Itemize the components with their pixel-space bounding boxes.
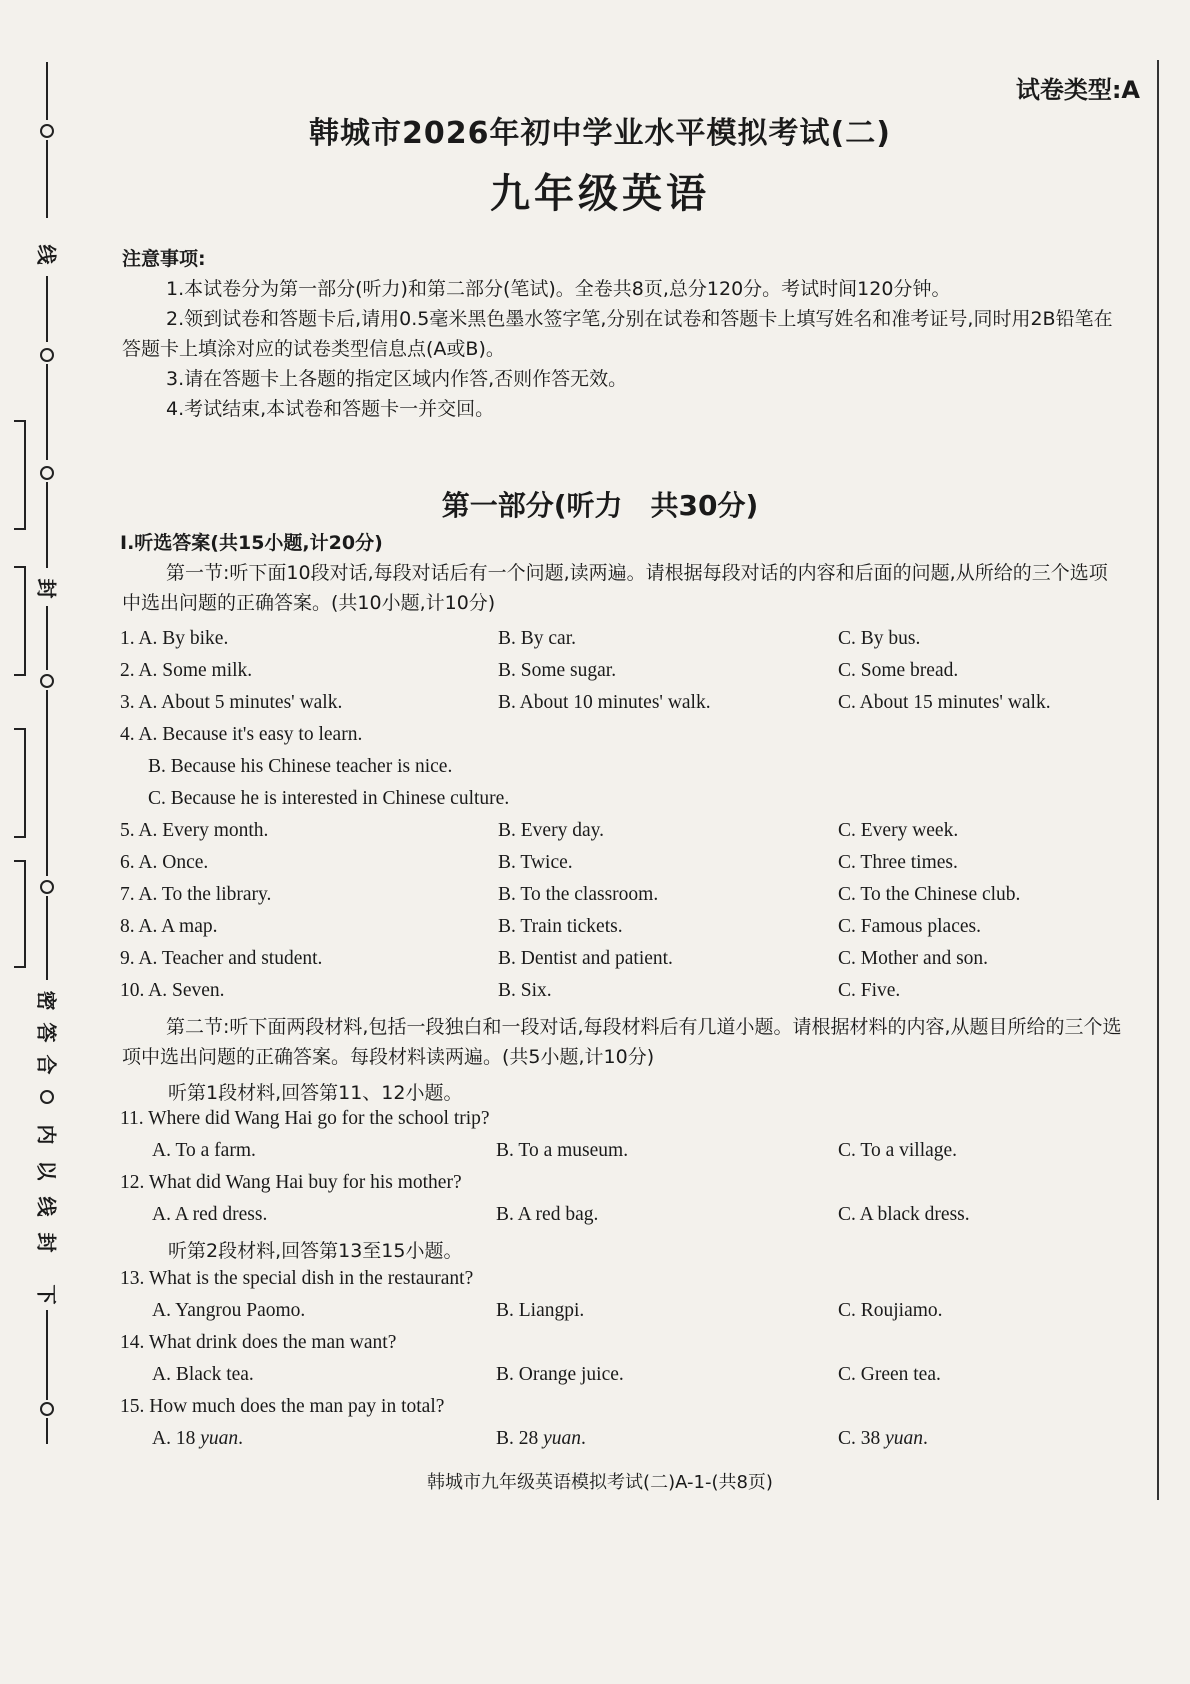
binding-bracket [14,420,26,530]
question-text: 11. Where did Wang Hai go for the school trip? [120,1108,490,1129]
binding-bracket [14,728,26,838]
option-c [838,1428,928,1450]
note-item: 4.考试结束,本试卷和答题卡一并交回。 [166,398,495,420]
binding-char: 线 [34,1196,59,1217]
binding-char: 密 [34,990,59,1011]
question-row [120,756,1150,786]
binding-hole [40,880,54,894]
option-c: C. Every week. [838,820,959,841]
question-row [120,820,1150,850]
question-row [120,1428,1150,1458]
binding-line [46,364,48,460]
question-stem [120,1172,1150,1202]
question-row [120,916,1150,946]
binding-bracket [14,860,26,968]
listening-material-header: 听第2段材料,回答第13至15小题。 [168,1240,463,1262]
option-a: A. Black tea. [152,1364,254,1385]
question-row [120,724,1150,754]
section-heading: Ⅰ.听选答案(共15小题,计20分) [120,532,383,554]
paper-type-label: 试卷类型:A [1015,76,1140,104]
option-a-amount: A. 18 [152,1428,201,1449]
binding-line [46,896,48,980]
exam-title: 韩城市2026年初中学业水平模拟考试(二) [309,116,891,151]
option-a: 7. A. To the library. [120,884,272,905]
option-a: A. A red dress. [152,1204,268,1225]
option-b [496,1428,586,1450]
question-row [120,788,1150,818]
period: . [581,1428,586,1449]
option-a: 2. A. Some milk. [120,660,253,681]
binding-line [46,140,48,218]
option-b: B. Every day. [498,820,604,841]
binding-hole [40,124,54,138]
note-item: 2.领到试卷和答题卡后,请用0.5毫米黑色墨水签字笔,分别在试卷和答题卡上填写姓名和准考证号,同时用2B铅笔在答题卡上填涂对应的试卷类型信息点(A或B)。 [122,308,1113,360]
binding-char: 封 [34,578,59,599]
period: . [238,1428,243,1449]
option-b: B. Train tickets. [498,916,623,937]
option-a: 8. A. A map. [120,916,218,937]
question-row [120,1364,1150,1394]
binding-line [46,1418,48,1444]
option-a [152,1428,243,1450]
question-row [120,852,1150,882]
binding-bracket [14,566,26,676]
option-b: B. Six. [498,980,552,1001]
option-b: B. Twice. [498,852,573,873]
note-item: 3.请在答题卡上各题的指定区域内作答,否则作答无效。 [166,368,628,390]
binding-hole [40,466,54,480]
option-b: B. Because his Chinese teacher is nice. [148,756,453,777]
binding-line [46,482,48,568]
option-c: C. About 15 minutes' walk. [838,692,1051,713]
binding-line [46,690,48,876]
section-instruction: 第一节:听下面10段对话,每段对话后有一个问题,读两遍。请根据每段对话的内容和后面的问题,从所给的三个选项中选出问题的正确答案。(共10小题,计10分) [122,562,1108,614]
option-c-amount: C. 38 [838,1428,886,1449]
binding-char: 答 [34,1022,59,1043]
binding-line [46,1310,48,1400]
option-b: B. A red bag. [496,1204,599,1225]
question-row [120,1140,1150,1170]
section-instruction: 第二节:听下面两段材料,包括一段独白和一段对话,每段材料后有几道小题。请根据材料的内容,从题目所给的三个选项中选出问题的正确答案。每段材料读两遍。(共5小题,计10分) [122,1016,1122,1068]
question-text: 12. What did Wang Hai buy for his mother? [120,1172,462,1193]
binding-line [46,606,48,670]
binding-hole [40,1402,54,1416]
option-b: B. Orange juice. [496,1364,624,1385]
option-b: B. To the classroom. [498,884,659,905]
binding-char: 内 [34,1124,59,1145]
option-b: B. By car. [498,628,576,649]
question-row [120,692,1150,722]
option-c: C. Because he is interested in Chinese culture. [148,788,510,809]
right-border-rule [1157,60,1159,1500]
option-c: C. Three times. [838,852,958,873]
option-a: 3. A. About 5 minutes' walk. [120,692,343,713]
question-text: 13. What is the special dish in the restaurant? [120,1268,474,1289]
option-c: C. To a village. [838,1140,958,1161]
option-c: C. Famous places. [838,916,981,937]
option-c: C. Green tea. [838,1364,941,1385]
binding-char: 合 [34,1054,59,1075]
option-c: C. Five. [838,980,901,1001]
option-c: C. Mother and son. [838,948,989,969]
option-a: 4. A. Because it's easy to learn. [120,724,363,745]
question-row [120,660,1150,690]
part-title: 第一部分(听力 共30分) [441,489,759,522]
option-b: B. To a museum. [496,1140,629,1161]
question-row [120,1300,1150,1330]
option-c: C. A black dress. [838,1204,970,1225]
option-b: B. Liangpi. [496,1300,585,1321]
binding-line [46,276,48,342]
question-row [120,628,1150,658]
binding-char: 线 [34,244,59,265]
option-a: A. Yangrou Paomo. [152,1300,306,1321]
currency-unit: yuan [543,1428,582,1449]
binding-hole [40,348,54,362]
option-a: 1. A. By bike. [120,628,229,649]
listening-material-header: 听第1段材料,回答第11、12小题。 [168,1082,463,1104]
note-item: 1.本试卷分为第一部分(听力)和第二部分(笔试)。全卷共8页,总分120分。考试时间120分钟。 [166,278,951,300]
question-stem [120,1268,1150,1298]
option-a: 9. A. Teacher and student. [120,948,323,969]
question-row [120,948,1150,978]
binding-char: 封 [34,1232,59,1253]
binding-char: 下 [34,1284,59,1305]
option-b-amount: B. 28 [496,1428,544,1449]
option-b: B. About 10 minutes' walk. [498,692,711,713]
question-row [120,884,1150,914]
option-a: A. To a farm. [152,1140,256,1161]
binding-hole [40,1090,54,1104]
question-stem [120,1332,1150,1362]
option-a: 6. A. Once. [120,852,209,873]
option-c: C. Some bread. [838,660,959,681]
period: . [923,1428,928,1449]
question-stem [120,1396,1150,1426]
option-c: C. By bus. [838,628,921,649]
question-stem [120,1108,1150,1138]
binding-hole [40,674,54,688]
question-text: 15. How much does the man pay in total? [120,1396,445,1417]
notes-block [122,244,1122,424]
currency-unit: yuan [200,1428,239,1449]
option-b: B. Some sugar. [498,660,617,681]
option-c: C. Roujiamo. [838,1300,943,1321]
binding-char: 以 [34,1160,59,1181]
question-row [120,980,1150,1010]
option-a: 10. A. Seven. [120,980,225,1001]
notes-heading: 注意事项: [122,248,206,270]
currency-unit: yuan [885,1428,924,1449]
option-a: 5. A. Every month. [120,820,269,841]
page-footer: 韩城市九年级英语模拟考试(二)A-1-(共8页) [427,1472,773,1493]
binding-line [46,62,48,120]
option-c: C. To the Chinese club. [838,884,1021,905]
question-text: 14. What drink does the man want? [120,1332,397,1353]
option-b: B. Dentist and patient. [498,948,673,969]
subject-title: 九年级英语 [490,171,710,217]
question-row [120,1204,1150,1234]
